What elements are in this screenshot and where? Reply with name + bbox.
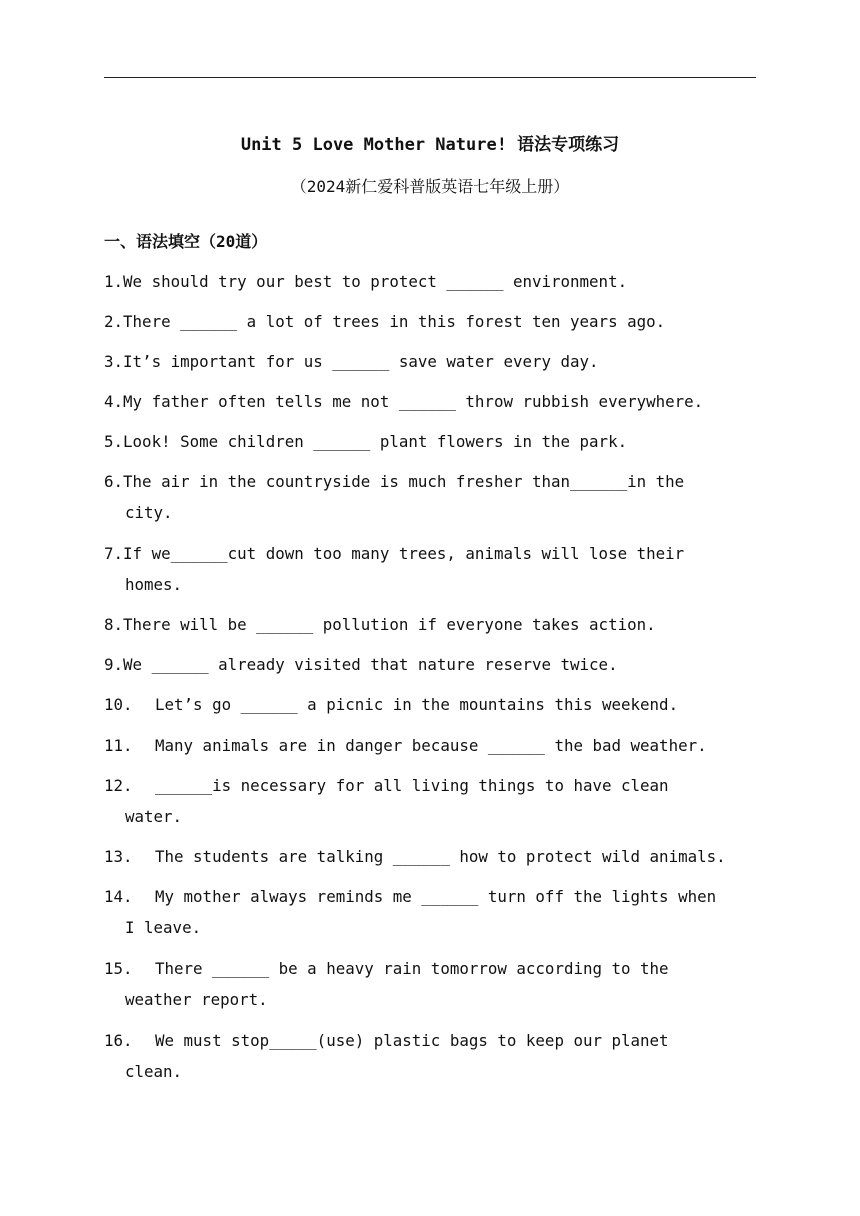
question-item <box>104 730 764 761</box>
question-item <box>104 1025 764 1087</box>
question-number: 8. <box>104 615 124 634</box>
question-number: 13. <box>104 847 133 866</box>
question-item <box>104 953 764 1015</box>
question-text: We should try our best to protect ______ environment. <box>123 272 628 291</box>
question-text-continued: I leave. <box>125 918 202 937</box>
question-text: The air in the countryside is much fresher than______in the <box>123 472 685 491</box>
question-number: 6. <box>104 472 124 491</box>
question-text: Let’s go ______ a picnic in the mountains this weekend. <box>155 695 679 714</box>
section-heading: 一、语法填空（20道） <box>104 232 268 251</box>
question-item <box>104 346 764 377</box>
question-item <box>104 426 764 457</box>
question-item <box>104 386 764 417</box>
question-item <box>104 881 764 943</box>
question-number: 3. <box>104 352 124 371</box>
question-number: 16. <box>104 1031 133 1050</box>
document-title: Unit 5 Love Mother Nature! 语法专项练习 <box>240 135 620 155</box>
header-rule <box>104 77 756 78</box>
question-text: It’s important for us ______ save water every day. <box>123 352 599 371</box>
question-text-continued: homes. <box>125 575 183 594</box>
question-number: 1. <box>104 272 124 291</box>
question-text: ______is necessary for all living things to have clean <box>155 776 669 795</box>
question-text: We must stop_____(use) plastic bags to keep our planet <box>155 1031 669 1050</box>
question-text-continued: water. <box>125 807 183 826</box>
question-item <box>104 538 764 600</box>
question-text-continued: city. <box>125 503 173 522</box>
question-item <box>104 770 764 832</box>
question-item <box>104 689 764 720</box>
question-number: 2. <box>104 312 124 331</box>
question-item <box>104 609 764 640</box>
question-text: My father often tells me not ______ throw rubbish everywhere. <box>123 392 704 411</box>
question-number: 4. <box>104 392 124 411</box>
question-number: 12. <box>104 776 133 795</box>
question-number: 14. <box>104 887 133 906</box>
question-text: There ______ a lot of trees in this forest ten years ago. <box>123 312 666 331</box>
question-text: We ______ already visited that nature reserve twice. <box>123 655 618 674</box>
question-item <box>104 649 764 680</box>
question-number: 9. <box>104 655 124 674</box>
question-item <box>104 306 764 337</box>
question-item <box>104 266 764 297</box>
question-text: There ______ be a heavy rain tomorrow according to the <box>155 959 669 978</box>
question-number: 5. <box>104 432 124 451</box>
question-number: 15. <box>104 959 133 978</box>
question-text: There will be ______ pollution if everyone takes action. <box>123 615 656 634</box>
question-number: 10. <box>104 695 133 714</box>
question-text: If we______cut down too many trees, animals will lose their <box>123 544 685 563</box>
question-text: Look! Some children ______ plant flowers in the park. <box>123 432 628 451</box>
question-text: My mother always reminds me ______ turn off the lights when <box>155 887 717 906</box>
document-subtitle: （2024新仁爱科普版英语七年级上册） <box>290 177 570 196</box>
question-text-continued: weather report. <box>125 990 268 1009</box>
question-item <box>104 466 764 528</box>
question-text: Many animals are in danger because ______ the bad weather. <box>155 736 707 755</box>
question-item <box>104 841 764 872</box>
question-text: The students are talking ______ how to protect wild animals. <box>155 847 726 866</box>
question-number: 7. <box>104 544 124 563</box>
question-number: 11. <box>104 736 133 755</box>
question-text-continued: clean. <box>125 1062 183 1081</box>
